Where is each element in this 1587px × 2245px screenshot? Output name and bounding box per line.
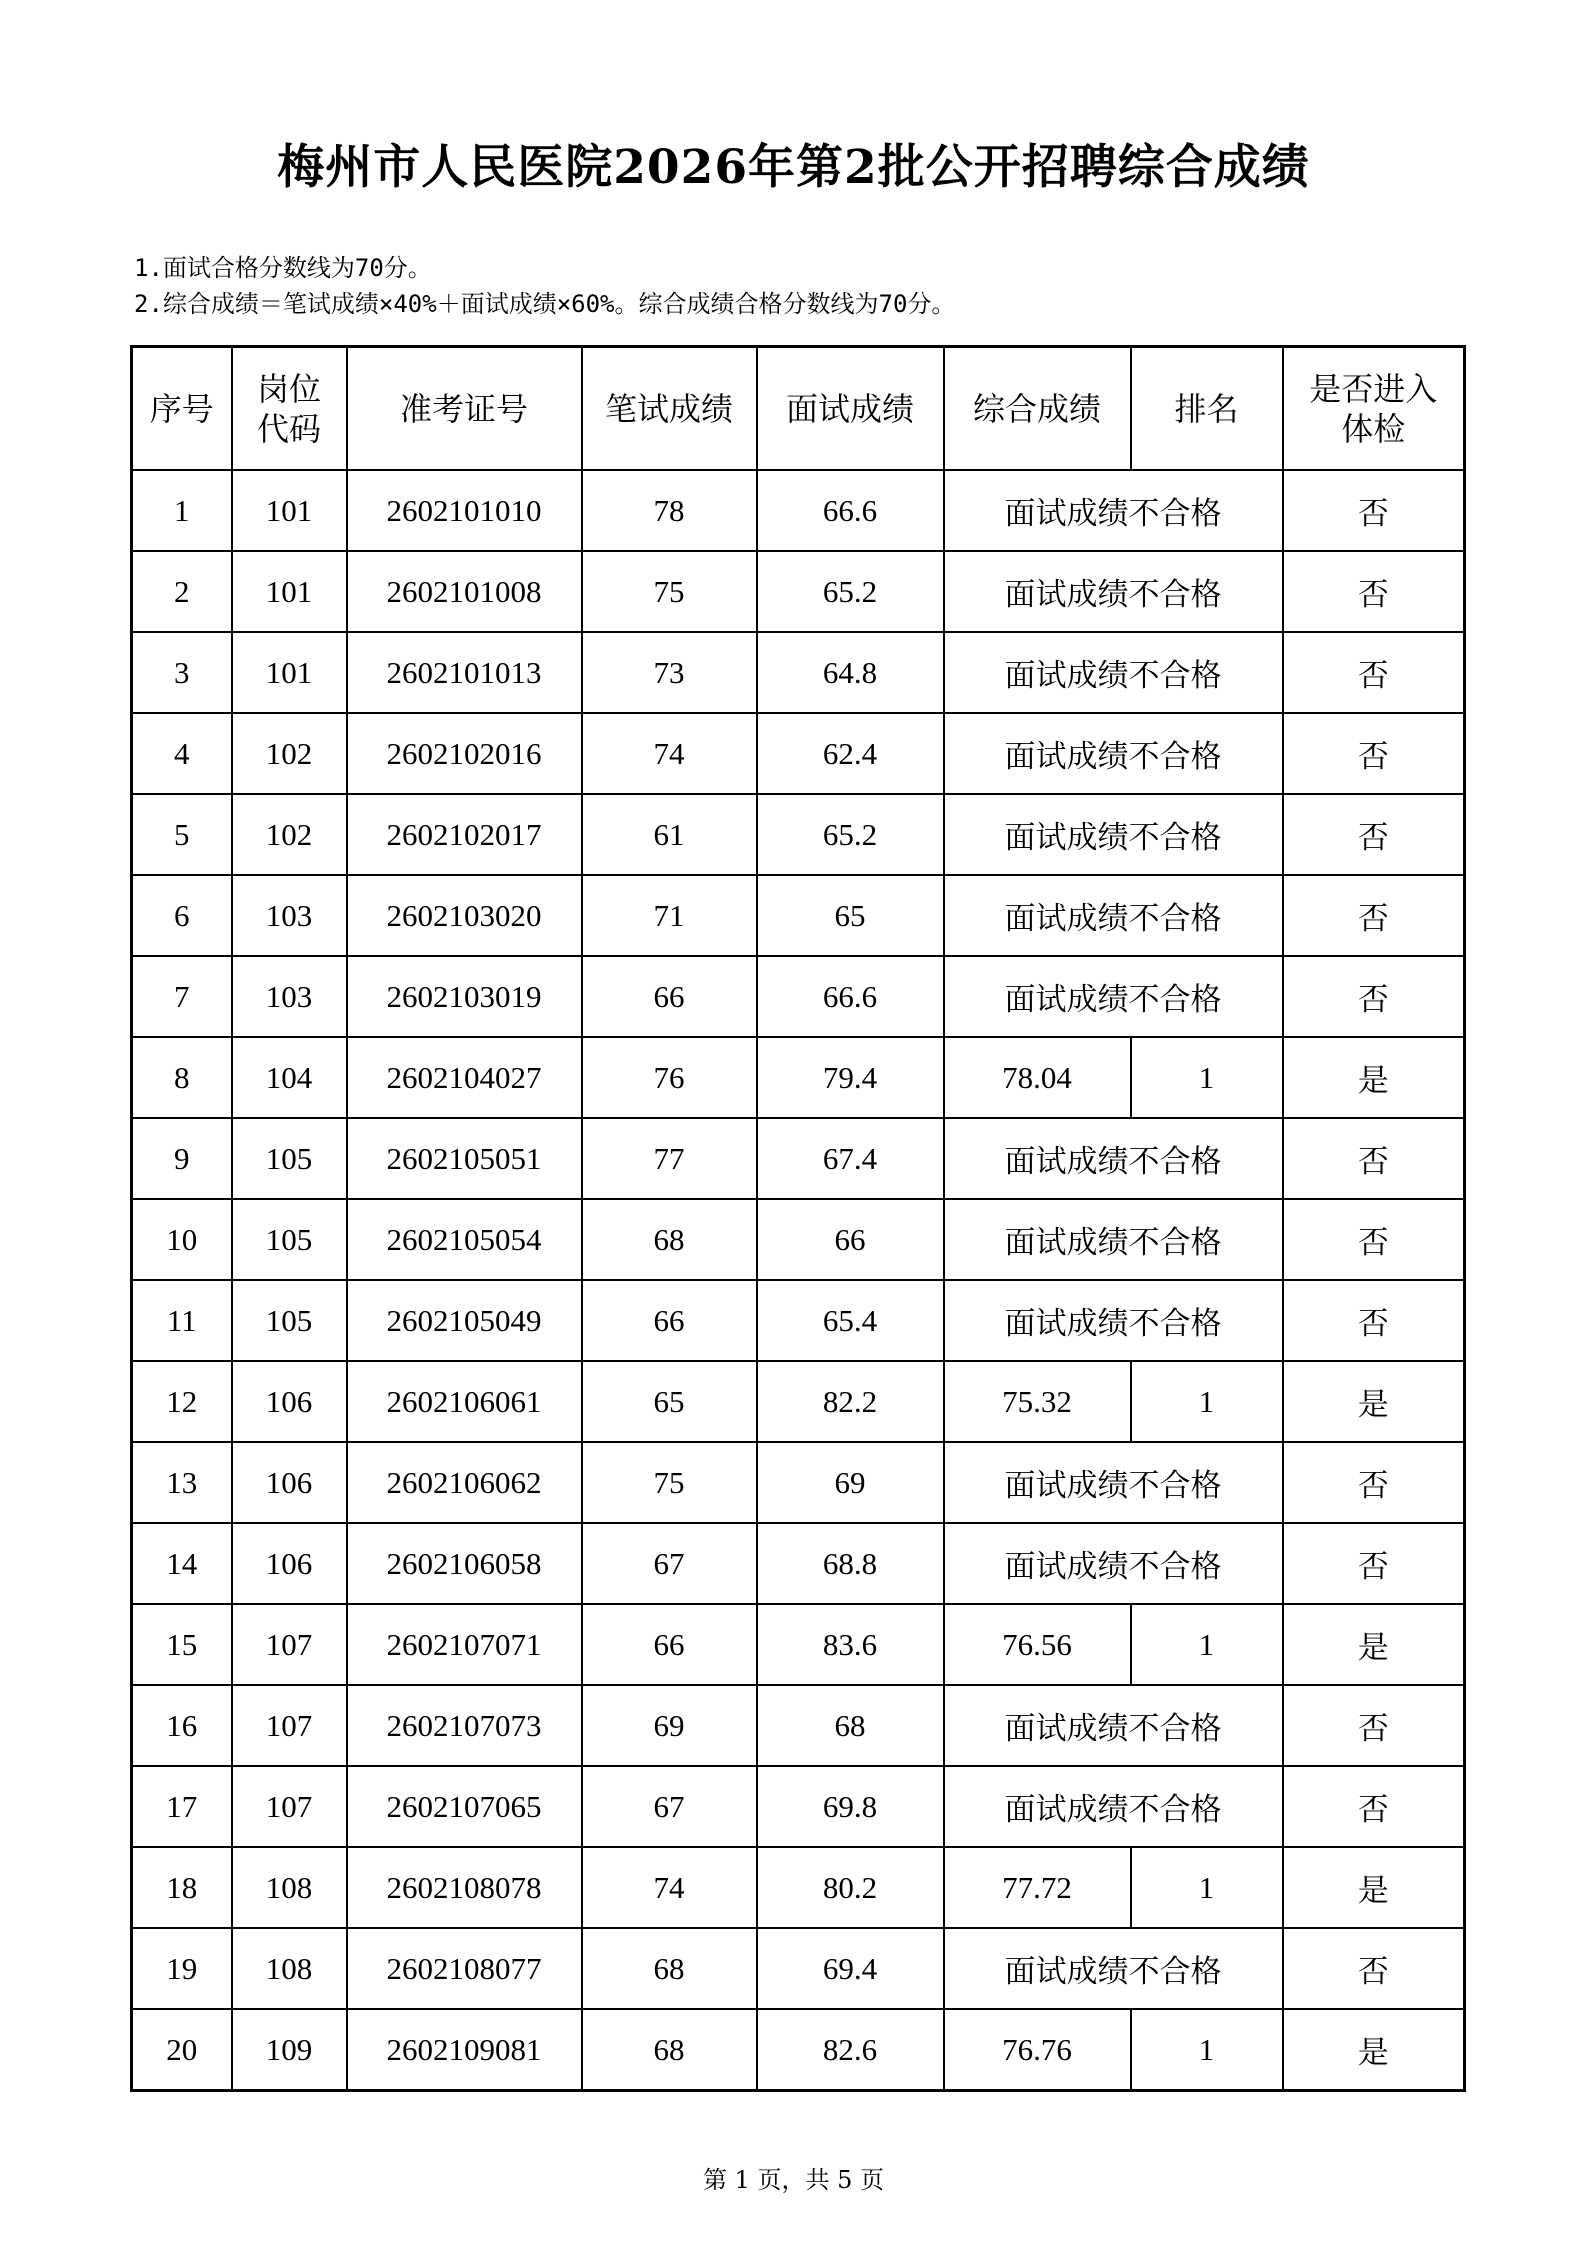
cell-interview-score: 65 — [757, 875, 944, 956]
cell-written-score: 76 — [582, 1037, 757, 1118]
table-row — [132, 713, 1465, 794]
cell-interview-score: 68 — [757, 1685, 944, 1766]
cell-medical-exam: 否 — [1283, 470, 1465, 551]
cell-written-score: 66 — [582, 1604, 757, 1685]
cell-medical-exam: 否 — [1283, 794, 1465, 875]
table-body — [132, 470, 1465, 2091]
cell-medical-exam: 否 — [1283, 1685, 1465, 1766]
cell-ticket-number: 2602104027 — [347, 1037, 582, 1118]
cell-seq: 12 — [132, 1361, 232, 1442]
note-composite-formula: 2.综合成绩＝笔试成绩×40%＋面试成绩×60%。综合成绩合格分数线为70分。 — [134, 290, 956, 318]
table-row — [132, 1118, 1465, 1199]
cell-post-code: 105 — [232, 1199, 347, 1280]
header-written-score: 笔试成绩 — [582, 347, 757, 471]
table-row — [132, 1199, 1465, 1280]
cell-interview-score: 83.6 — [757, 1604, 944, 1685]
cell-status-note: 面试成绩不合格 — [944, 1280, 1283, 1361]
cell-interview-score: 68.8 — [757, 1523, 944, 1604]
table-row — [132, 1604, 1465, 1685]
page-title: 梅州市人民医院2026年第2批公开招聘综合成绩 — [277, 140, 1310, 195]
notes — [134, 250, 955, 322]
cell-medical-exam: 是 — [1283, 1037, 1465, 1118]
cell-seq: 18 — [132, 1847, 232, 1928]
header-interview-score: 面试成绩 — [757, 347, 944, 471]
cell-ticket-number: 2602101008 — [347, 551, 582, 632]
table-row — [132, 2009, 1465, 2091]
cell-seq: 15 — [132, 1604, 232, 1685]
table-row — [132, 1361, 1465, 1442]
cell-status-note: 面试成绩不合格 — [944, 1118, 1283, 1199]
cell-status-note: 面试成绩不合格 — [944, 1766, 1283, 1847]
cell-post-code: 108 — [232, 1847, 347, 1928]
cell-rank: 1 — [1131, 1361, 1283, 1442]
cell-written-score: 66 — [582, 956, 757, 1037]
cell-medical-exam: 是 — [1283, 1604, 1465, 1685]
cell-interview-score: 67.4 — [757, 1118, 944, 1199]
cell-interview-score: 64.8 — [757, 632, 944, 713]
cell-post-code: 103 — [232, 956, 347, 1037]
cell-ticket-number: 2602108078 — [347, 1847, 582, 1928]
header-ticket-number: 准考证号 — [347, 347, 582, 471]
cell-seq: 19 — [132, 1928, 232, 2009]
cell-ticket-number: 2602106062 — [347, 1442, 582, 1523]
page-footer: 第 1 页，共 5 页 — [702, 2166, 885, 2194]
cell-post-code: 107 — [232, 1685, 347, 1766]
header-post-code: 岗位 代码 — [232, 347, 347, 471]
cell-post-code: 105 — [232, 1280, 347, 1361]
cell-seq: 17 — [132, 1766, 232, 1847]
cell-interview-score: 65.2 — [757, 794, 944, 875]
cell-written-score: 74 — [582, 1847, 757, 1928]
cell-interview-score: 82.6 — [757, 2009, 944, 2091]
cell-status-note: 面试成绩不合格 — [944, 1928, 1283, 2009]
table-row — [132, 470, 1465, 551]
cell-composite-score: 76.76 — [944, 2009, 1131, 2091]
cell-ticket-number: 2602101010 — [347, 470, 582, 551]
cell-status-note: 面试成绩不合格 — [944, 1685, 1283, 1766]
cell-medical-exam: 否 — [1283, 1280, 1465, 1361]
cell-ticket-number: 2602101013 — [347, 632, 582, 713]
table-row — [132, 956, 1465, 1037]
cell-interview-score: 66.6 — [757, 470, 944, 551]
header-medical-exam: 是否进入 体检 — [1283, 347, 1465, 471]
cell-interview-score: 66.6 — [757, 956, 944, 1037]
table-row — [132, 1280, 1465, 1361]
cell-interview-score: 82.2 — [757, 1361, 944, 1442]
cell-ticket-number: 2602106061 — [347, 1361, 582, 1442]
cell-interview-score: 62.4 — [757, 713, 944, 794]
cell-seq: 16 — [132, 1685, 232, 1766]
cell-medical-exam: 否 — [1283, 713, 1465, 794]
table-row — [132, 794, 1465, 875]
cell-written-score: 65 — [582, 1361, 757, 1442]
table-row — [132, 1847, 1465, 1928]
cell-ticket-number: 2602108077 — [347, 1928, 582, 2009]
cell-post-code: 102 — [232, 794, 347, 875]
cell-written-score: 68 — [582, 1928, 757, 2009]
cell-written-score: 68 — [582, 1199, 757, 1280]
cell-ticket-number: 2602109081 — [347, 2009, 582, 2091]
cell-written-score: 71 — [582, 875, 757, 956]
cell-seq: 13 — [132, 1442, 232, 1523]
cell-post-code: 106 — [232, 1361, 347, 1442]
table-row — [132, 1766, 1465, 1847]
cell-written-score: 73 — [582, 632, 757, 713]
cell-written-score: 69 — [582, 1685, 757, 1766]
cell-composite-score: 75.32 — [944, 1361, 1131, 1442]
cell-rank: 1 — [1131, 2009, 1283, 2091]
cell-medical-exam: 否 — [1283, 875, 1465, 956]
cell-status-note: 面试成绩不合格 — [944, 551, 1283, 632]
table-row — [132, 632, 1465, 713]
cell-seq: 7 — [132, 956, 232, 1037]
cell-rank: 1 — [1131, 1037, 1283, 1118]
table-header-row — [132, 347, 1465, 471]
cell-ticket-number: 2602106058 — [347, 1523, 582, 1604]
cell-ticket-number: 2602105049 — [347, 1280, 582, 1361]
cell-seq: 2 — [132, 551, 232, 632]
cell-post-code: 106 — [232, 1442, 347, 1523]
cell-written-score: 68 — [582, 2009, 757, 2091]
cell-written-score: 66 — [582, 1280, 757, 1361]
cell-post-code: 107 — [232, 1604, 347, 1685]
cell-ticket-number: 2602105051 — [347, 1118, 582, 1199]
table-row — [132, 875, 1465, 956]
cell-rank: 1 — [1131, 1847, 1283, 1928]
cell-post-code: 101 — [232, 632, 347, 713]
header-seq: 序号 — [132, 347, 232, 471]
cell-seq: 6 — [132, 875, 232, 956]
cell-status-note: 面试成绩不合格 — [944, 632, 1283, 713]
cell-composite-score: 77.72 — [944, 1847, 1131, 1928]
cell-status-note: 面试成绩不合格 — [944, 470, 1283, 551]
cell-post-code: 102 — [232, 713, 347, 794]
cell-ticket-number: 2602107065 — [347, 1766, 582, 1847]
cell-written-score: 67 — [582, 1523, 757, 1604]
cell-post-code: 108 — [232, 1928, 347, 2009]
cell-seq: 3 — [132, 632, 232, 713]
table-row — [132, 1685, 1465, 1766]
cell-interview-score: 69.8 — [757, 1766, 944, 1847]
cell-status-note: 面试成绩不合格 — [944, 794, 1283, 875]
cell-post-code: 101 — [232, 470, 347, 551]
cell-rank: 1 — [1131, 1604, 1283, 1685]
note-interview-cutoff: 1.面试合格分数线为70分。 — [134, 254, 432, 282]
cell-status-note: 面试成绩不合格 — [944, 713, 1283, 794]
scores-table — [130, 345, 1466, 2092]
cell-status-note: 面试成绩不合格 — [944, 875, 1283, 956]
cell-seq: 10 — [132, 1199, 232, 1280]
cell-interview-score: 80.2 — [757, 1847, 944, 1928]
cell-interview-score: 65.2 — [757, 551, 944, 632]
cell-post-code: 105 — [232, 1118, 347, 1199]
cell-interview-score: 79.4 — [757, 1037, 944, 1118]
cell-medical-exam: 否 — [1283, 632, 1465, 713]
cell-status-note: 面试成绩不合格 — [944, 1442, 1283, 1523]
cell-medical-exam: 否 — [1283, 551, 1465, 632]
cell-seq: 20 — [132, 2009, 232, 2091]
cell-medical-exam: 否 — [1283, 1118, 1465, 1199]
table-row — [132, 551, 1465, 632]
cell-post-code: 107 — [232, 1766, 347, 1847]
cell-ticket-number: 2602107073 — [347, 1685, 582, 1766]
cell-seq: 4 — [132, 713, 232, 794]
cell-ticket-number: 2602103019 — [347, 956, 582, 1037]
cell-post-code: 104 — [232, 1037, 347, 1118]
cell-medical-exam: 否 — [1283, 956, 1465, 1037]
cell-ticket-number: 2602102017 — [347, 794, 582, 875]
cell-ticket-number: 2602105054 — [347, 1199, 582, 1280]
cell-post-code: 109 — [232, 2009, 347, 2091]
cell-seq: 11 — [132, 1280, 232, 1361]
cell-written-score: 77 — [582, 1118, 757, 1199]
cell-medical-exam: 是 — [1283, 1361, 1465, 1442]
cell-seq: 14 — [132, 1523, 232, 1604]
cell-seq: 1 — [132, 470, 232, 551]
header-composite-score: 综合成绩 — [944, 347, 1131, 471]
cell-post-code: 103 — [232, 875, 347, 956]
cell-status-note: 面试成绩不合格 — [944, 1523, 1283, 1604]
table-row — [132, 1928, 1465, 2009]
cell-status-note: 面试成绩不合格 — [944, 956, 1283, 1037]
cell-written-score: 67 — [582, 1766, 757, 1847]
table-row — [132, 1523, 1465, 1604]
cell-interview-score: 65.4 — [757, 1280, 944, 1361]
cell-post-code: 106 — [232, 1523, 347, 1604]
cell-medical-exam: 否 — [1283, 1928, 1465, 2009]
cell-ticket-number: 2602103020 — [347, 875, 582, 956]
cell-ticket-number: 2602107071 — [347, 1604, 582, 1685]
cell-status-note: 面试成绩不合格 — [944, 1199, 1283, 1280]
table-row — [132, 1442, 1465, 1523]
cell-medical-exam: 是 — [1283, 1847, 1465, 1928]
cell-medical-exam: 否 — [1283, 1766, 1465, 1847]
header-rank: 排名 — [1131, 347, 1283, 471]
cell-interview-score: 66 — [757, 1199, 944, 1280]
cell-seq: 5 — [132, 794, 232, 875]
cell-medical-exam: 否 — [1283, 1199, 1465, 1280]
cell-post-code: 101 — [232, 551, 347, 632]
table-row — [132, 1037, 1465, 1118]
cell-composite-score: 78.04 — [944, 1037, 1131, 1118]
cell-medical-exam: 否 — [1283, 1442, 1465, 1523]
cell-interview-score: 69 — [757, 1442, 944, 1523]
cell-written-score: 75 — [582, 551, 757, 632]
cell-seq: 9 — [132, 1118, 232, 1199]
cell-written-score: 78 — [582, 470, 757, 551]
cell-written-score: 75 — [582, 1442, 757, 1523]
cell-medical-exam: 是 — [1283, 2009, 1465, 2091]
cell-seq: 8 — [132, 1037, 232, 1118]
cell-medical-exam: 否 — [1283, 1523, 1465, 1604]
cell-composite-score: 76.56 — [944, 1604, 1131, 1685]
cell-written-score: 61 — [582, 794, 757, 875]
cell-written-score: 74 — [582, 713, 757, 794]
cell-interview-score: 69.4 — [757, 1928, 944, 2009]
cell-ticket-number: 2602102016 — [347, 713, 582, 794]
